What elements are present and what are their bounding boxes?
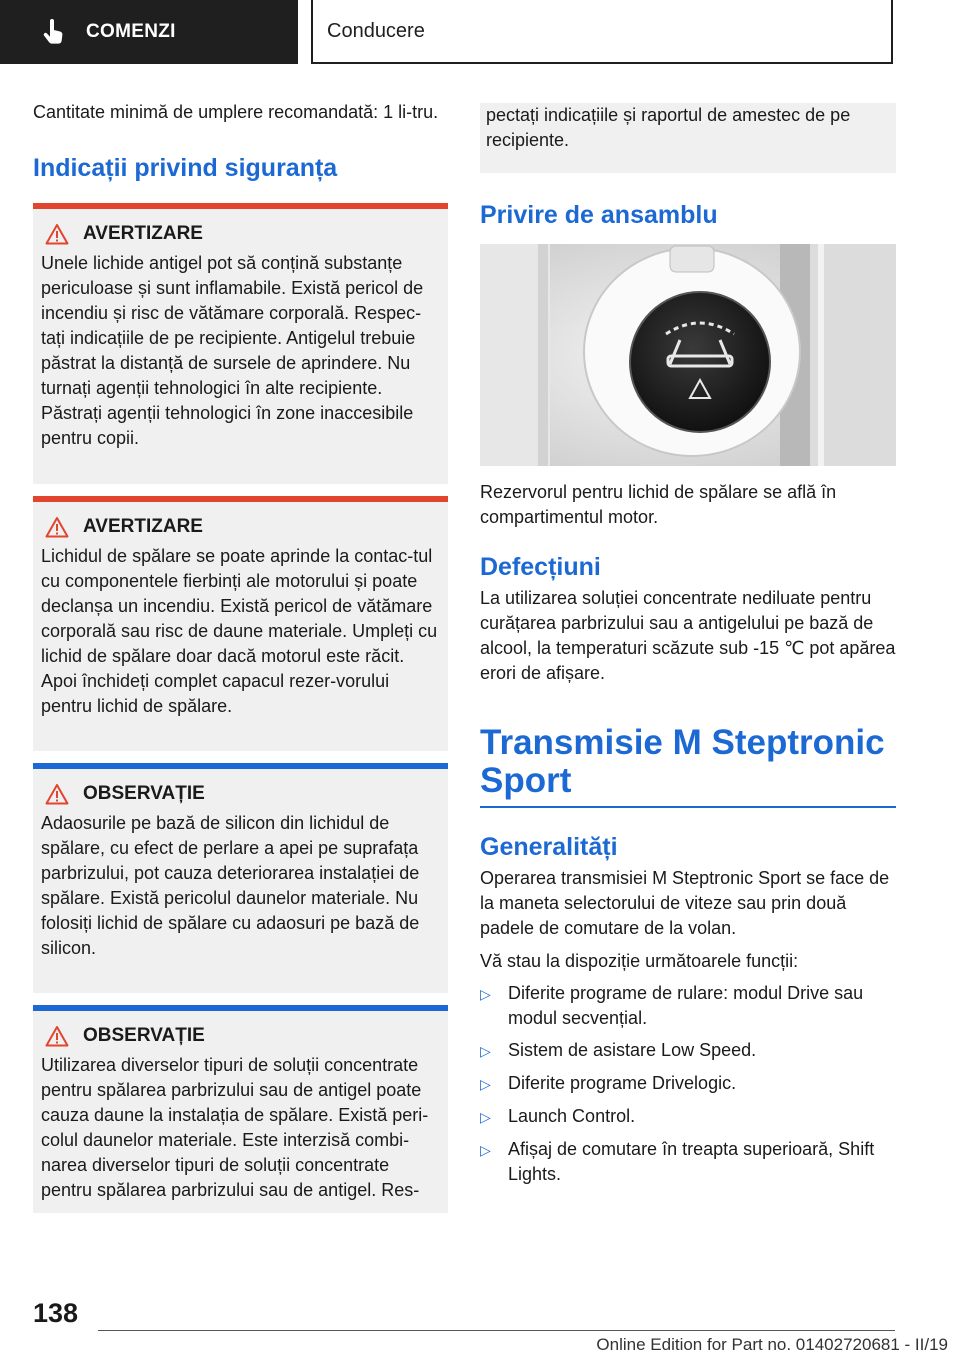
edition-text: Online Edition for Part no. 01402720681 - II/19	[596, 1335, 948, 1354]
list-item	[480, 1104, 896, 1130]
list-item	[480, 981, 896, 1031]
general-heading: Generalități	[480, 833, 618, 861]
notice-box-text: Utilizarea diverselor tipuri de soluții concentrate pentru spălarea parbrizului sau de antigel poate cauza daune la instalația de spălare. Există peri‐colul daunelor materiale. Este interzisă combi‐narea diverselor tipuri de soluții concentrate pentru spălarea parbrizului sau de antigel. Res‐	[41, 1055, 429, 1200]
functions-list	[480, 981, 896, 1187]
warning-box-title	[41, 516, 440, 538]
notice-box-1	[33, 763, 448, 993]
general-text: Operarea transmisiei M Steptronic Sport se face de la maneta selectorului de viteze sau prin două padele de comutare de la volan.	[480, 868, 890, 938]
notice-box-2	[33, 1005, 448, 1213]
section-title: Conducere	[311, 0, 893, 64]
min-fill-text: Cantitate minimă de umplere recomandată: 1 li‐tru.	[33, 102, 439, 122]
right-column	[480, 103, 896, 1187]
overview-heading: Privire de ansamblu	[480, 201, 718, 229]
chapter-heading: Transmisie M Steptronic Sport	[480, 723, 885, 800]
bullet-triangle-icon: ▷	[480, 1043, 491, 1059]
bullet-triangle-icon: ▷	[480, 1142, 491, 1158]
list-item	[480, 1071, 896, 1097]
photo-caption: Rezervorul pentru lichid de spălare se află în compartimentul motor.	[480, 482, 837, 527]
list-item-text: Diferite programe Drivelogic.	[508, 1073, 737, 1093]
list-item-text: Diferite programe de rulare: modul Drive sau modul secvențial.	[508, 983, 864, 1028]
notice-box-text: Adaosurile pe bază de silicon din lichidul de spălare, cu efect de perlare a apei pe suprafața parbrizului, pot cauza deteriorarea instalației de spălare. Există pericolul daunelor materiale. Nu folosiți lichid de spălare cu adaosuri pe bază de silicon.	[41, 813, 420, 958]
safety-heading: Indicații privind siguranța	[33, 154, 338, 182]
list-item-text: Afișaj de comutare în treapta superioară, Shift Lights.	[508, 1139, 875, 1184]
washer-reservoir-photo	[480, 244, 896, 466]
warning-triangle-icon	[45, 223, 69, 245]
list-item	[480, 1038, 896, 1064]
chapter-rule	[480, 806, 896, 808]
functions-intro: Vă stau la dispoziție următoarele funcții:	[480, 951, 799, 971]
warning-triangle-icon	[45, 516, 69, 538]
footer-rule	[98, 1330, 895, 1331]
warning-box-title-text: AVERTIZARE	[83, 223, 203, 244]
list-item-text: Sistem de asistare Low Speed.	[508, 1040, 757, 1060]
defects-heading: Defecțiuni	[480, 553, 601, 581]
warning-box-title-text: AVERTIZARE	[83, 516, 203, 537]
page-number: 138	[33, 1298, 79, 1328]
defects-text: La utilizarea soluției concentrate nediluate pentru curățarea parbrizului sau a antigelului pe bază de alcool, la temperaturi scăzute sub -15 ℃ pot apărea erori de afișare.	[480, 588, 896, 683]
page-header	[0, 0, 960, 66]
warning-box-text: Unele lichide antigel pot să conțină substanțe periculoase și sunt inflamabile. Există pericol de incendiu și risc de vătămare corporală. Respec‐tați indicațiile de pe recipiente. Antigelul trebuie păstrat la distanță de sursele de aprindere. Nu turnați agenții tehnologici în alte recipiente. Păstrați agenții tehnologici în zone inaccesibile pentru copii.	[41, 253, 424, 448]
left-column	[33, 100, 448, 1213]
hand-pointer-icon	[40, 18, 68, 46]
notice-box-title	[41, 783, 440, 805]
notice-box-continuation	[480, 103, 896, 173]
warning-triangle-icon	[45, 1025, 69, 1047]
list-item-text: Launch Control.	[508, 1106, 636, 1126]
chapter-tab-comenzi[interactable]	[0, 0, 298, 64]
notice-box-continuation-text: pectați indicațiile și raportul de amestec de pe recipiente.	[486, 105, 851, 150]
warning-box-text: Lichidul de spălare se poate aprinde la contac‐tul cu componentele fierbinți ale motorului și poate declanșa un incendiu. Există pericol de vătămare corporală sau risc de daune materiale. Umpleți cu lichid de spălare doar dacă motorul este răcit. Apoi închideți complet capacul rezer‐vorului pentru lichid de spălare.	[41, 546, 438, 716]
warning-box-2	[33, 496, 448, 751]
warning-triangle-icon	[45, 783, 69, 805]
bullet-triangle-icon: ▷	[480, 1076, 491, 1092]
chapter-tab-label: COMENZI	[86, 21, 176, 42]
list-item	[480, 1137, 896, 1187]
notice-box-title-text: OBSERVAȚIE	[83, 783, 205, 804]
notice-box-title	[41, 1025, 440, 1047]
notice-box-title-text: OBSERVAȚIE	[83, 1025, 205, 1046]
bullet-triangle-icon: ▷	[480, 986, 491, 1002]
warning-box-1	[33, 203, 448, 484]
warning-box-title	[41, 223, 440, 245]
bullet-triangle-icon: ▷	[480, 1109, 491, 1125]
